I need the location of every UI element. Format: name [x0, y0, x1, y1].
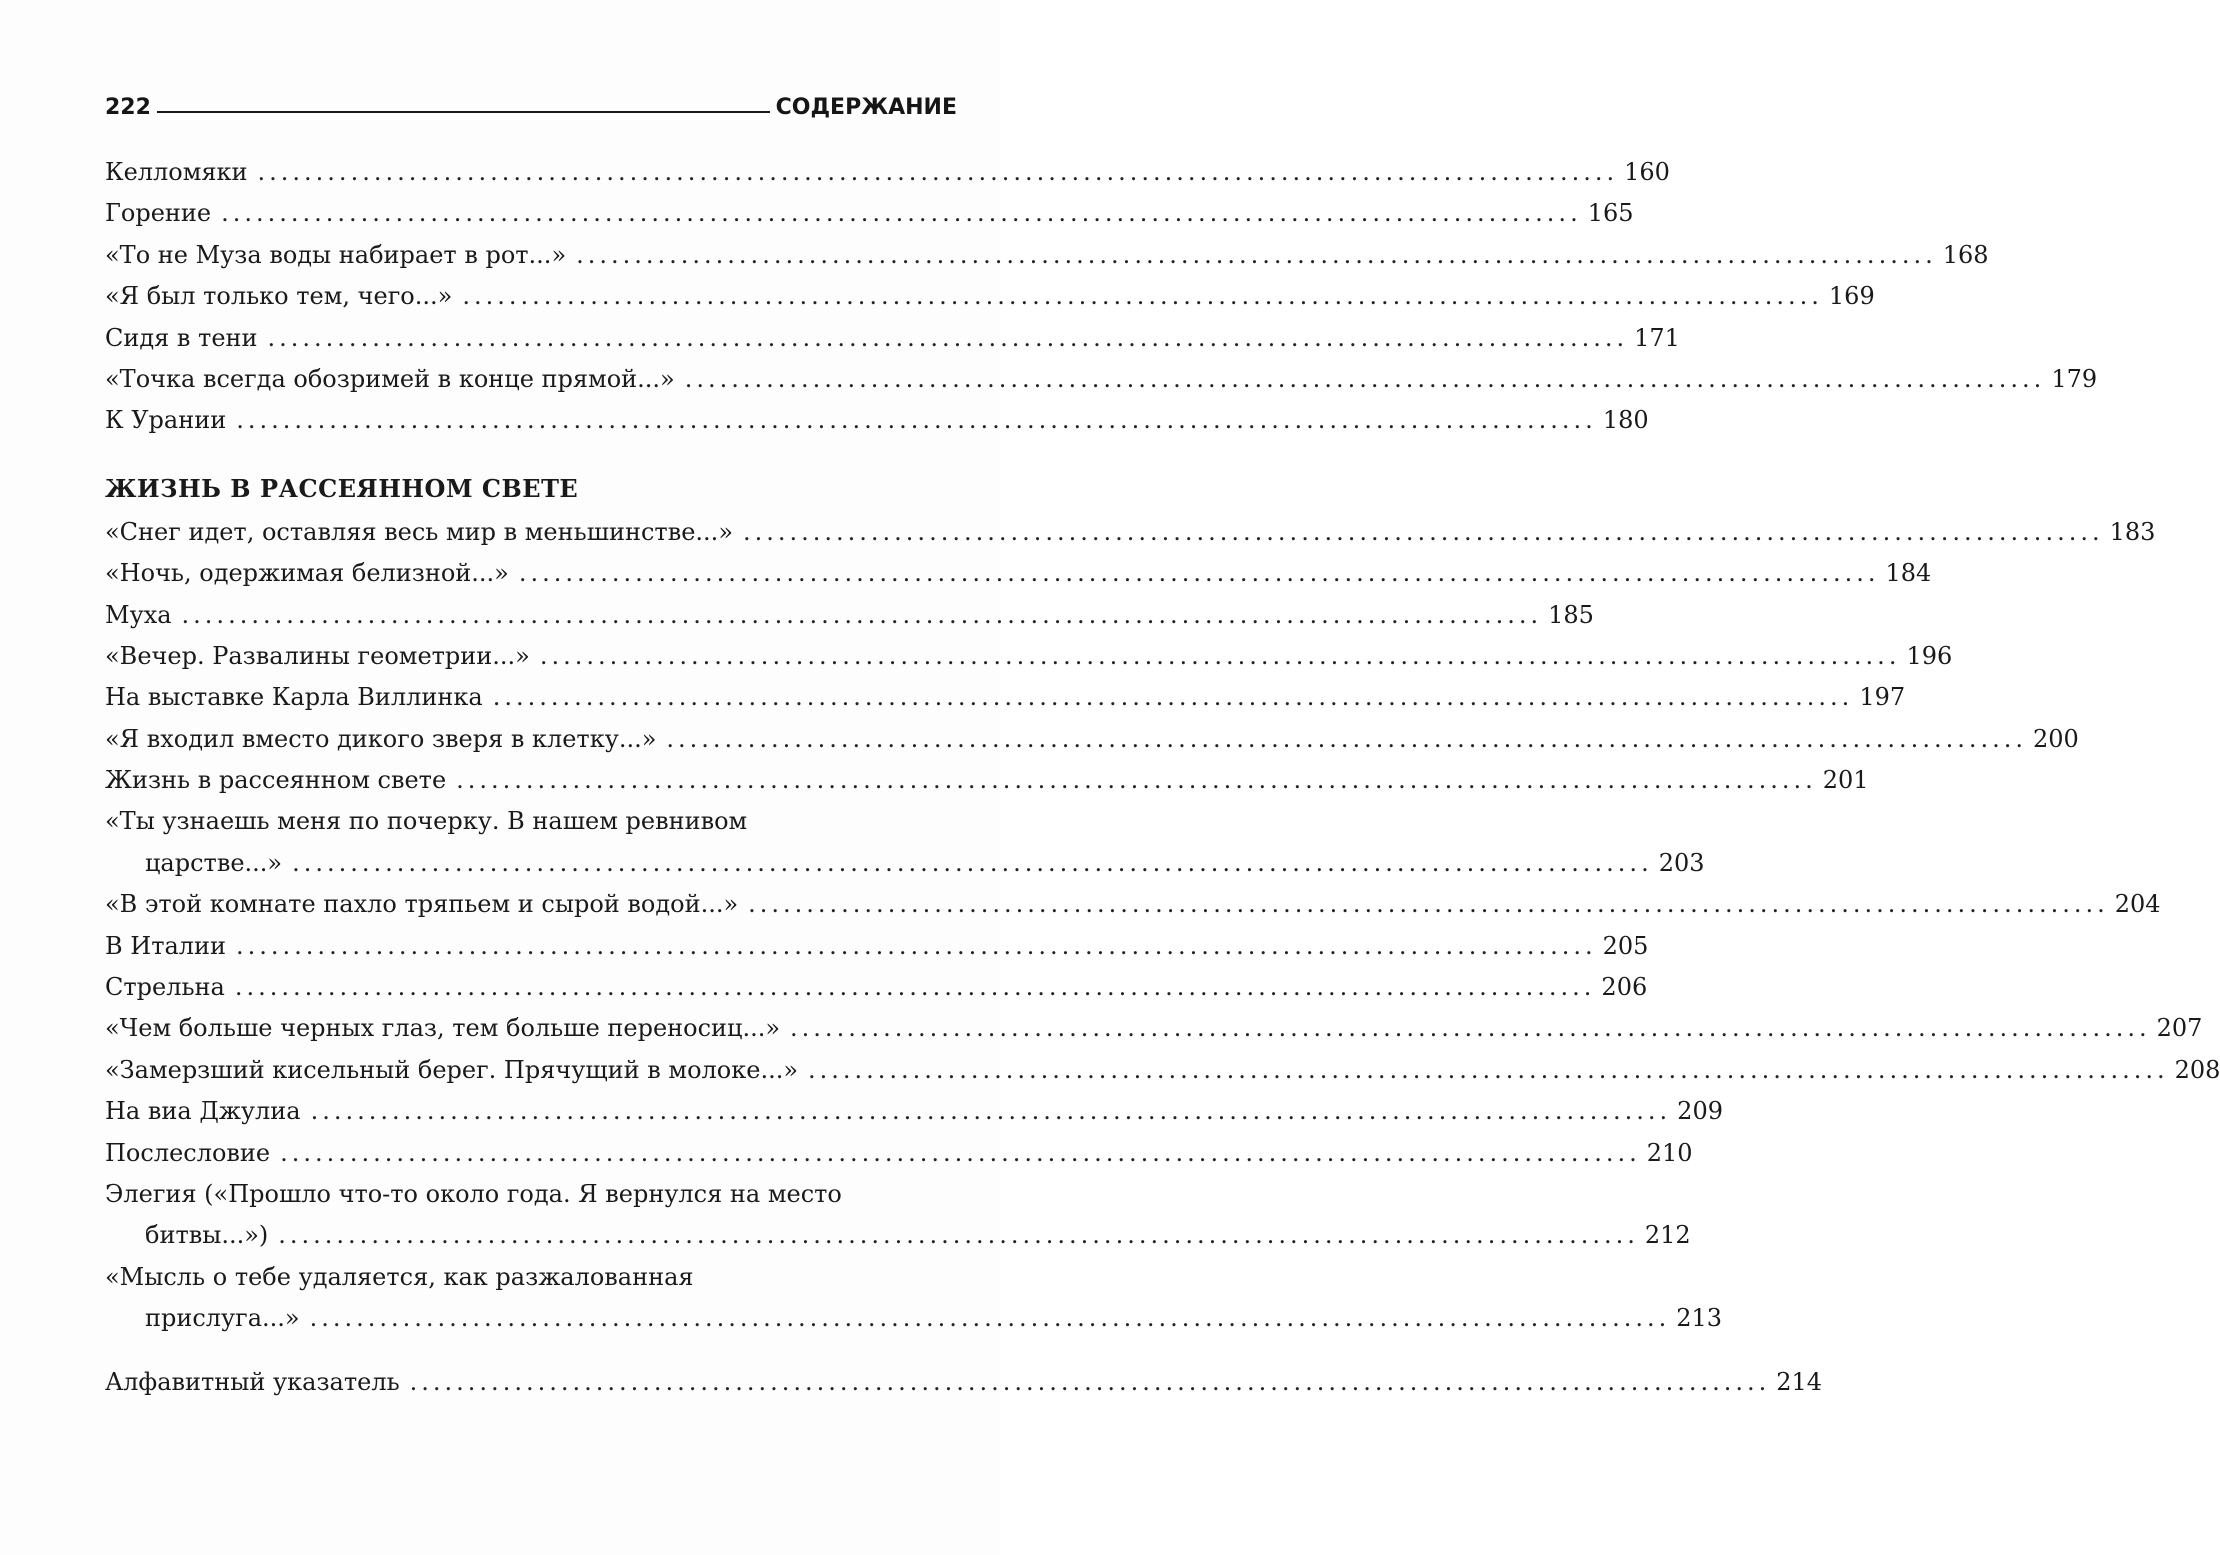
dot-leader: ..................................................................................................................... [257, 157, 1619, 186]
toc-entry-page: 209 [1677, 1097, 1723, 1126]
toc-entry-title: К Урании [105, 406, 227, 435]
dot-leader: ..................................................................................................................... [236, 931, 1597, 960]
dot-leader: ..................................................................................................................... [280, 1138, 1641, 1167]
dot-leader: ..................................................................................................................... [236, 406, 1597, 435]
toc-entry-multiline [105, 1257, 1723, 1340]
toc-entry-page: 179 [2051, 364, 2098, 393]
toc-entry-page: 185 [1548, 600, 1594, 629]
toc-entry [105, 512, 2156, 553]
toc-entry-title: «То не Муза воды набирает в рот...» [105, 240, 567, 269]
dot-leader: ..................................................................................................................... [267, 323, 1629, 352]
toc-entry-page: 205 [1602, 931, 1649, 960]
toc-entry-page: 204 [2114, 890, 2161, 919]
dot-leader: ..................................................................................................................... [492, 683, 1854, 712]
toc-entry-title: В Италии [105, 931, 227, 960]
toc-entry [105, 719, 2079, 760]
dot-leader: ..................................................................................................................... [666, 724, 2027, 753]
toc-entry-page: 160 [1624, 157, 1670, 186]
dot-leader: ..................................................................................................................... [462, 282, 1823, 311]
toc-entry-page: 203 [1658, 848, 1705, 877]
toc-entry-page: 183 [2109, 517, 2156, 546]
running-head [105, 80, 957, 120]
toc-entry-title: Муха [105, 600, 172, 629]
toc-entry [105, 1091, 1723, 1132]
running-title: СОДЕРЖАНИЕ [775, 95, 957, 120]
toc-entry-title: «В этой комнате пахло тряпьем и сырой водой...» [105, 890, 739, 919]
toc-entry-title: «Я входил вместо дикого зверя в клетку...» [105, 724, 657, 753]
toc-entry-title: На виа Джулиа [105, 1097, 301, 1126]
toc-entry-title: Стрельна [105, 973, 225, 1002]
toc-entry [105, 677, 1906, 718]
header-rule [157, 111, 770, 113]
toc-entry-continuation [105, 843, 1705, 884]
dot-leader: ..................................................................................................................... [409, 1367, 1771, 1396]
toc-entry [105, 760, 1869, 801]
dot-leader: ..................................................................................................................... [518, 559, 1880, 588]
toc-entry-page: 206 [1601, 973, 1648, 1002]
toc-entry-multiline [105, 1174, 1691, 1257]
toc-entry [105, 152, 1670, 193]
dot-leader: ..................................................................................................................... [808, 1055, 2169, 1084]
dot-leader: ..................................................................................................................... [743, 517, 2104, 546]
toc-entry-title-line2: царстве...» [145, 848, 283, 877]
toc-entry-page: 197 [1859, 683, 1906, 712]
toc-entry [105, 595, 1594, 636]
toc-entry [105, 318, 1680, 359]
toc-entry [105, 926, 1649, 967]
dot-leader: ..................................................................................................................... [292, 848, 1653, 877]
toc-entry [105, 276, 1875, 317]
dot-leader: ..................................................................................................................... [748, 890, 2109, 919]
toc-entry-page: 208 [2174, 1055, 2220, 1084]
toc-entry-title: Сидя в тени [105, 323, 258, 352]
toc-entry [105, 359, 2098, 400]
page-number: 222 [105, 95, 151, 120]
toc-entry [105, 884, 2161, 925]
toc-entry-page: 168 [1942, 240, 1989, 269]
toc-entry [105, 193, 1634, 234]
toc-entry-title: Алфавитный указатель [105, 1367, 400, 1396]
toc-entry-page: 184 [1885, 559, 1932, 588]
toc-entry-title-line2: битвы...») [145, 1221, 269, 1250]
toc-entry [105, 235, 1989, 276]
toc-entry-title: Послесловие [105, 1138, 271, 1167]
toc-entry [105, 636, 1953, 677]
toc-entry-page: 210 [1646, 1138, 1693, 1167]
toc-entry [105, 1008, 2203, 1049]
toc-entry-multiline [105, 801, 1705, 884]
toc-entry-title-line1: Элегия («Прошло что-то около года. Я вернулся на место [105, 1179, 842, 1208]
toc-entry [105, 1133, 1693, 1174]
toc-entry-title: «Точка всегда обозримей в конце прямой...» [105, 364, 675, 393]
toc-entry-title-line1: «Мысль о тебе удаляется, как разжалованная [105, 1262, 694, 1291]
toc-entry-page: 207 [2156, 1014, 2203, 1043]
section-title: ЖИЗНЬ В РАССЕЯННОМ СВЕТЕ [105, 473, 579, 503]
dot-leader: ..................................................................................................................... [456, 766, 1817, 795]
dot-leader: ..................................................................................................................... [790, 1014, 2151, 1043]
toc-entry-page: 214 [1776, 1367, 1823, 1396]
toc-entry [105, 400, 1649, 441]
dot-leader: ..................................................................................................................... [221, 199, 1582, 228]
toc-entry-page: 200 [2032, 724, 2079, 753]
dot-leader: ..................................................................................................................... [684, 364, 2046, 393]
toc-entry-page: 212 [1644, 1221, 1691, 1250]
toc-entry-title: Жизнь в рассеянном свете [105, 766, 447, 795]
toc-entry-title: На выставке Карла Виллинка [105, 683, 483, 712]
toc-entry-title-line2: прислуга...» [145, 1304, 300, 1333]
table-of-contents [105, 152, 2220, 1403]
toc-entry-title: «Чем больше черных глаз, тем больше переносиц...» [105, 1014, 781, 1043]
toc-entry-page: 171 [1634, 323, 1680, 352]
toc-entry-title: «Снег идет, оставляя весь мир в меньшинстве...» [105, 517, 733, 546]
toc-entry-title: «Замерзший кисельный берег. Прячущий в молоке...» [105, 1055, 799, 1084]
toc-entry-page: 169 [1828, 282, 1875, 311]
toc-entry-index [105, 1362, 1823, 1403]
dot-leader: ..................................................................................................................... [181, 600, 1543, 629]
dot-leader: ..................................................................................................................... [234, 973, 1596, 1002]
toc-entry-title: Горение [105, 199, 212, 228]
toc-entry-title: «Я был только тем, чего...» [105, 282, 453, 311]
dot-leader: ..................................................................................................................... [539, 641, 1901, 670]
toc-entry-page: 213 [1676, 1304, 1723, 1333]
dot-leader: ..................................................................................................................... [309, 1304, 1671, 1333]
toc-entry [105, 967, 1648, 1008]
dot-leader: ..................................................................................................................... [278, 1221, 1639, 1250]
toc-entry-page: 165 [1587, 199, 1634, 228]
toc-entry-page: 196 [1906, 641, 1953, 670]
toc-entry [105, 1050, 2220, 1091]
toc-entry-page: 180 [1602, 406, 1649, 435]
toc-entry-title: Келломяки [105, 157, 248, 186]
toc-entry [105, 553, 1932, 594]
toc-entry-title: «Ночь, одержимая белизной...» [105, 559, 509, 588]
spacer [105, 1340, 957, 1362]
dot-leader: ..................................................................................................................... [576, 240, 1937, 269]
toc-entry-continuation [105, 1215, 1691, 1256]
dot-leader: ..................................................................................................................... [310, 1097, 1672, 1126]
toc-entry-page: 201 [1822, 766, 1869, 795]
toc-entry-title: «Вечер. Развалины геометрии...» [105, 641, 530, 670]
toc-entry-title-line1: «Ты узнаешь меня по почерку. В нашем ревнивом [105, 807, 748, 836]
toc-entry-continuation [105, 1298, 1723, 1339]
